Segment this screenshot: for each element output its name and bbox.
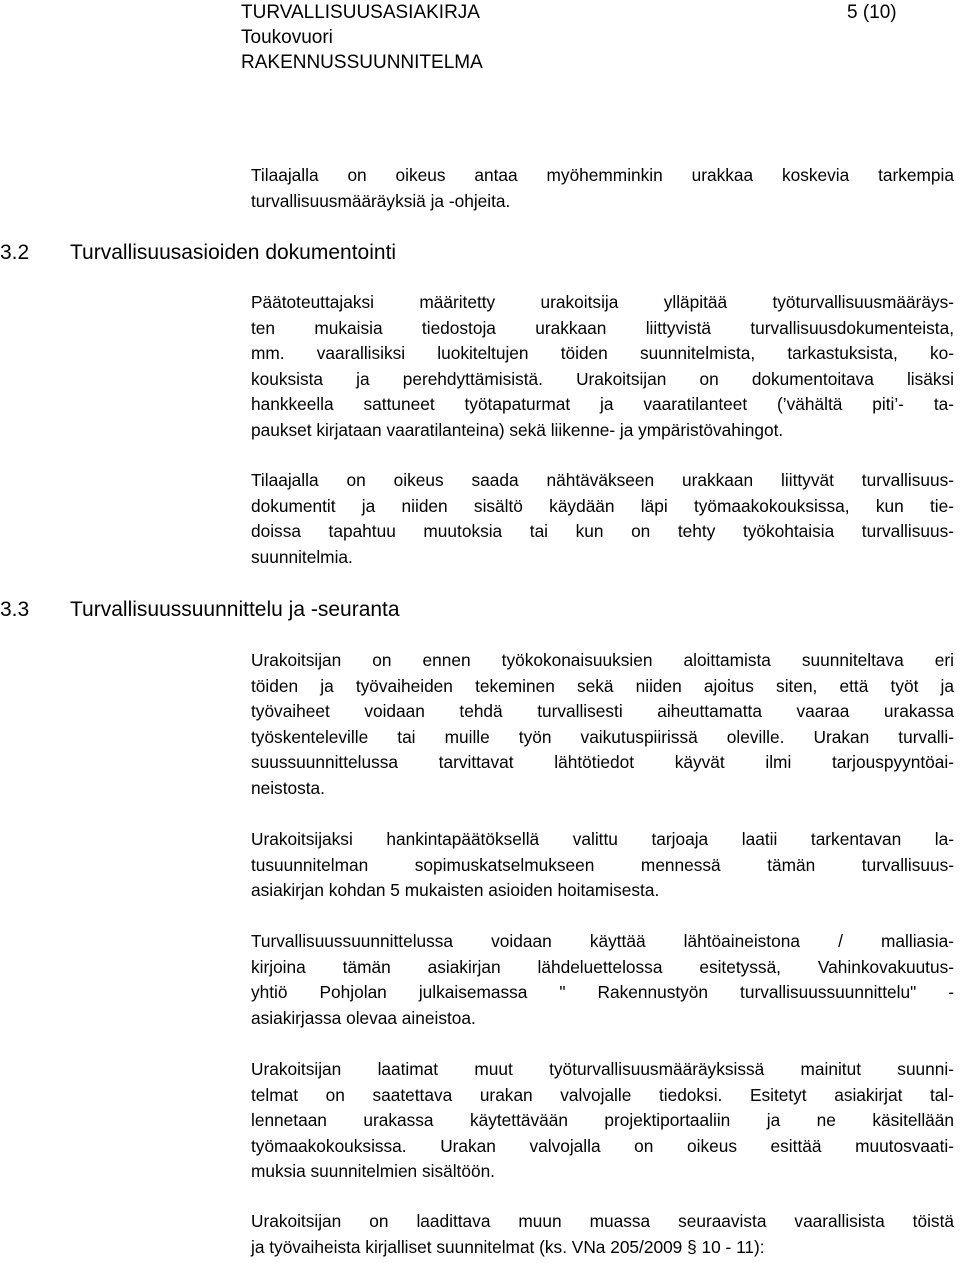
text-line: Urakoitsijan laatimat muut työturvallisuusmääräyksissä mainitut suunni- (251, 1059, 954, 1079)
text-line: turvallisuusmääräyksiä ja -ohjeita. (251, 190, 511, 211)
text-line: Tilaajalla on oikeus antaa myöhemminkin urakkaa koskevia tarkempia (251, 165, 954, 185)
text-line: asiakirjassa olevaa aineistoa. (251, 1007, 476, 1028)
section-title: Turvallisuussuunnittelu ja -seuranta (70, 598, 400, 621)
text-line: lennetaan urakassa käytettävään projektiportaaliin ja ne käsitellään (251, 1110, 954, 1131)
paragraph (251, 648, 954, 802)
text-line: hankkeella sattuneet työtapaturmat ja vaaratilanteet (’vähältä piti’- ta- (251, 394, 954, 415)
text-line: suussuunnittelussa tarvittavat lähtötiedot käyvät ilmi tarjouspyyntöai- (251, 752, 954, 773)
text-line: kirjoina tämän asiakirjan lähdeluettelossa esitetyssä, Vahinkovakuutus- (251, 956, 954, 977)
text-line: asiakirjan kohdan 5 mukaisten asioiden hoitamisesta. (251, 880, 660, 901)
text-line: suunnitelmia. (251, 546, 353, 567)
text-line: Päätoteuttajaksi määritetty urakoitsija ylläpitää työturvallisuusmääräys- (251, 292, 954, 312)
text-line: mm. vaarallisiksi luokiteltujen töiden suunnitelmista, tarkastuksista, ko- (251, 343, 954, 364)
text-line: muksia suunnitelmien sisältöön. (251, 1161, 495, 1182)
section-number: 3.2 (0, 241, 30, 264)
header-project: Toukovuori (241, 27, 333, 48)
intro-paragraph (251, 163, 954, 214)
text-line: kouksista ja perehdyttämisistä. Urakoitsijan on dokumentoitava lisäksi (251, 368, 954, 389)
text-line: työmaakokouksissa. Urakan valvojalla on oikeus esittää muutosvaati- (251, 1135, 954, 1156)
text-line: Turvallisuussuunnittelussa voidaan käyttää lähtöaineistona / malliasia- (251, 931, 954, 951)
text-line: ja työvaiheista kirjalliset suunnitelmat (ks. VNa 205/2009 § 10 - 11): (251, 1236, 765, 1257)
section-heading-3-3 (0, 597, 400, 623)
paragraph (251, 827, 954, 904)
section-title: Turvallisuusasioiden dokumentointi (70, 241, 397, 264)
text-line: ten mukaisia tiedostoja urakkaan liittyvistä turvallisuusdokumenteista, (251, 317, 954, 338)
paragraph (251, 1057, 954, 1185)
text-line: dokumentit ja niiden sisältö käydään läpi työmaakokouksissa, kun tie- (251, 495, 954, 516)
text-line: työvaiheet voidaan tehdä turvallisesti aiheuttamatta vaaraa urakassa (251, 701, 954, 722)
section-number: 3.3 (0, 598, 30, 621)
header-doc-type: TURVALLISUUSASIAKIRJA (241, 2, 480, 23)
page-header (241, 0, 483, 75)
text-line: Urakoitsijaksi hankintapäätöksellä valittu tarjoaja laatii tarkentavan la- (251, 829, 954, 849)
text-line: paukset kirjataan vaaratilanteina) sekä liikenne- ja ympäristövahingot. (251, 419, 784, 440)
paragraph (251, 929, 954, 1031)
text-line: työskenteleville tai muille työn vaikutuspiirissä oleville. Urakan turvalli- (251, 726, 954, 747)
text-line: Urakoitsijan on ennen työkokonaisuuksien aloittamista suunniteltava eri (251, 650, 954, 670)
paragraph (251, 1209, 954, 1260)
text-line: neistosta. (251, 777, 325, 798)
paragraph (251, 468, 954, 570)
header-plan: RAKENNUSSUUNNITELMA (241, 52, 483, 73)
text-line: tusuunnitelman sopimuskatselmukseen mennessä tämän turvallisuus- (251, 854, 954, 875)
text-line: Tilaajalla on oikeus saada nähtäväkseen urakkaan liittyvät turvallisuus- (251, 470, 954, 490)
text-line: Urakoitsijan on laadittava muun muassa seuraavista vaarallisista töistä (251, 1211, 954, 1231)
text-line: telmat on saatettava urakan valvojalle tiedoksi. Esitetyt asiakirjat tal- (251, 1084, 954, 1105)
section-heading-3-2 (0, 240, 396, 266)
text-line: yhtiö Pohjolan julkaisemassa " Rakennustyön turvallisuussuunnittelu" - (251, 982, 954, 1003)
text-line: töiden ja työvaiheiden tekeminen sekä niiden ajoitus siten, että työt ja (251, 675, 954, 696)
page-number: 5 (10) (847, 2, 897, 23)
paragraph (251, 290, 954, 444)
text-line: doissa tapahtuu muutoksia tai kun on tehty työkohtaisia turvallisuus- (251, 521, 954, 542)
